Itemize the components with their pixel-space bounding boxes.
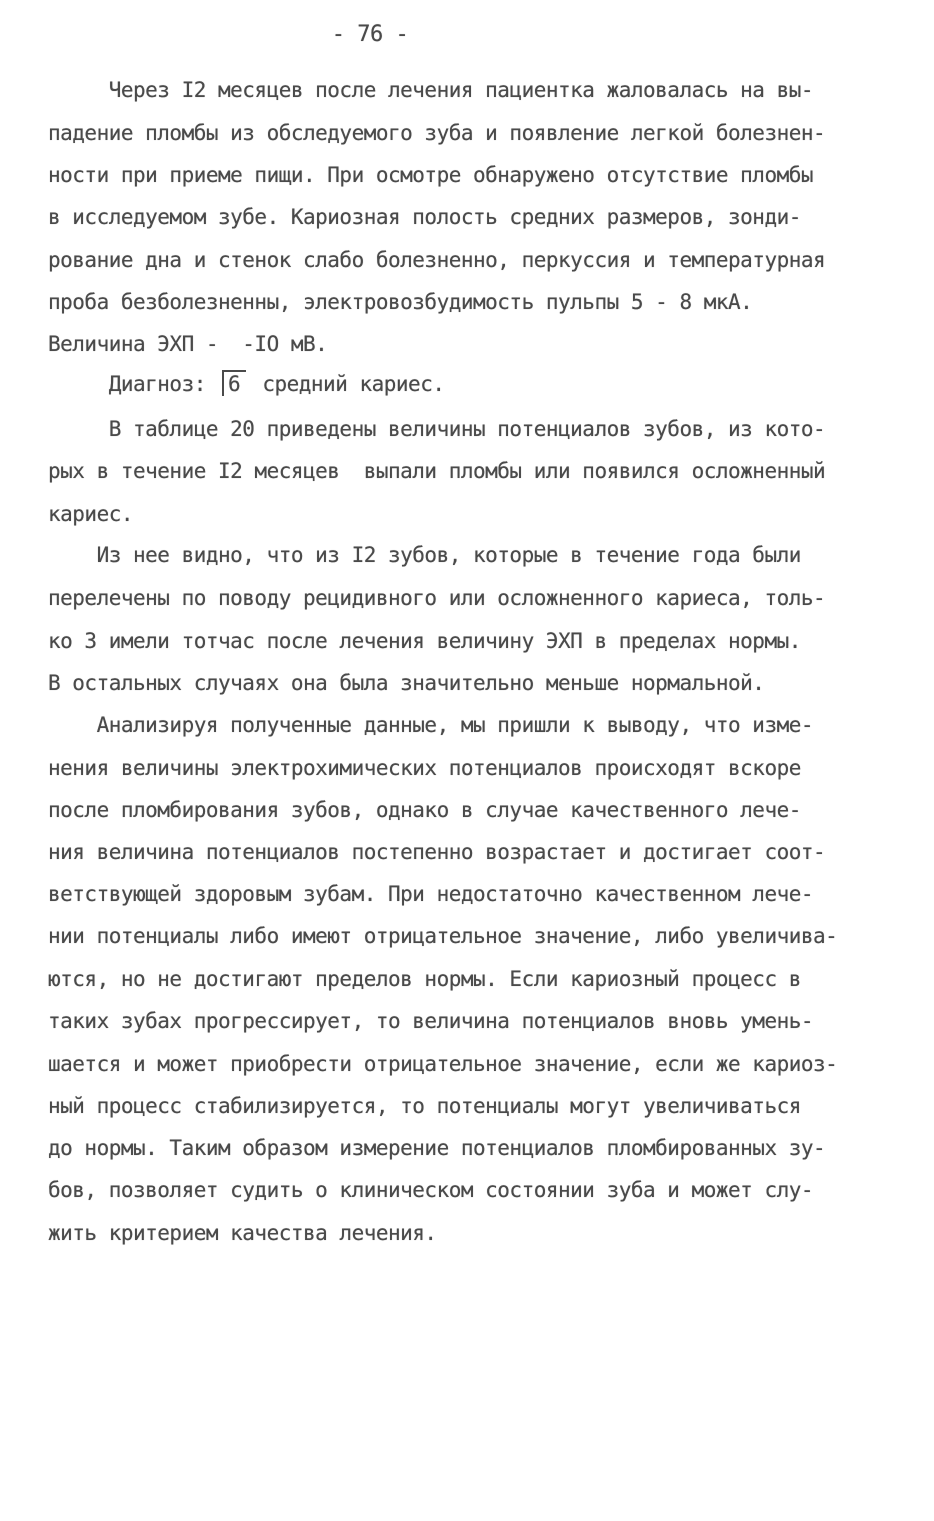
text-line: проба безболезненны, электровозбудимость пульпы 5 - 8 мкА. (48, 290, 753, 314)
diagnosis-text: средний кариес. (262, 372, 445, 396)
text-line: нения величины электрохимических потенциалов происходят вскоре (48, 756, 801, 780)
text-line: после пломбирования зубов, однако в случае качественного лече- (48, 798, 801, 822)
diagnosis-line (48, 370, 445, 398)
text-line: ности при приеме пищи. При осмотре обнаружено отсутствие пломбы (48, 163, 814, 187)
text-line: рование дна и стенок слабо болезненно, перкуссия и температурная (48, 248, 826, 272)
text-line: в исследуемом зубе. Кариозная полость средних размеров, зонди- (48, 205, 801, 229)
text-line: нии потенциалы либо имеют отрицательное значение, либо увеличива- (48, 924, 838, 948)
page-number: - 76 - (331, 22, 409, 47)
text-line: шается и может приобрести отрицательное значение, если же кариоз- (48, 1052, 838, 1076)
text-line: В таблице 20 приведены величины потенциалов зубов, из кото- (48, 417, 826, 441)
text-line: ются, но не достигают пределов нормы. Если кариозный процесс в (48, 967, 801, 991)
text-line: перелечены по поводу рецидивного или осложненного кариеса, толь- (48, 586, 826, 610)
text-line: ный процесс стабилизируется, то потенциалы могут увеличиваться (48, 1094, 801, 1118)
text-line: ния величина потенциалов постепенно возрастает и достигает соот- (48, 840, 826, 864)
text-line: Через I2 месяцев после лечения пациентка жаловалась на вы- (48, 78, 814, 102)
text-line: Величина ЭХП - -IO мВ. (48, 332, 328, 356)
text-line: Из нее видно, что из I2 зубов, которые в течение года были (48, 543, 801, 567)
text-line: ко 3 имели тотчас после лечения величину ЭХП в пределах нормы. (48, 629, 801, 653)
text-line: В остальных случаях она была значительно меньше нормальной. (48, 671, 765, 695)
text-line: до нормы. Таким образом измерение потенциалов пломбированных зу- (48, 1136, 826, 1160)
text-line: Анализируя полученные данные, мы пришли к выводу, что изме- (48, 713, 814, 737)
text-line: бов, позволяет судить о клиническом состоянии зуба и может слу- (48, 1178, 814, 1202)
text-line: кариес. (48, 502, 134, 526)
text-line: рых в течение I2 месяцев выпали пломбы или появился осложненный (48, 459, 826, 483)
tooth-number: 6 (222, 370, 246, 396)
text-line: жить критерием качества лечения. (48, 1221, 437, 1245)
diagnosis-label: Диагноз: (48, 372, 206, 396)
text-line: падение пломбы из обследуемого зуба и появление легкой болезнен- (48, 121, 826, 145)
text-line: таких зубах прогрессирует, то величина потенциалов вновь умень- (48, 1009, 814, 1033)
text-line: ветствующей здоровым зубам. При недостаточно качественном лече- (48, 882, 814, 906)
